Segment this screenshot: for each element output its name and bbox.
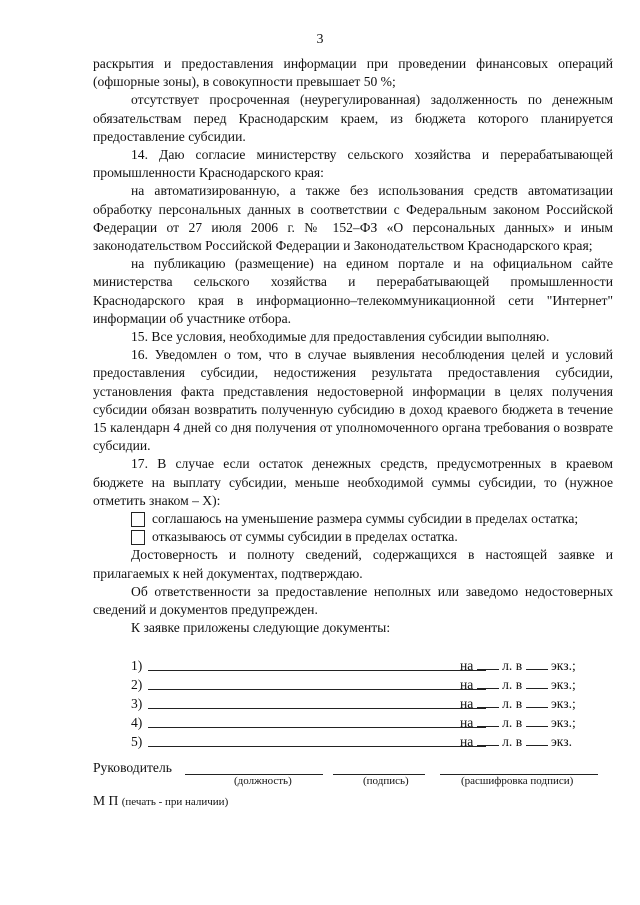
document-name-field[interactable] <box>148 746 486 747</box>
paragraph: Об ответственности за предоставление неполных или заведомо недостоверных сведений и документов предупрежден. <box>93 583 613 618</box>
option-label: соглашаюсь на уменьшение размера суммы субсидии в пределах остатка; <box>152 511 579 527</box>
document-copies: экз. <box>550 734 572 749</box>
copies-field[interactable] <box>526 714 548 727</box>
sheets-field[interactable] <box>477 714 499 727</box>
copies-field[interactable] <box>526 657 548 670</box>
document-copies: экз.; <box>550 677 576 692</box>
document-row <box>131 713 631 732</box>
copies-field[interactable] <box>526 695 548 708</box>
page-number: 3 <box>316 32 324 47</box>
document-sheets: л. в <box>502 696 523 711</box>
copies-field[interactable] <box>526 733 548 746</box>
paragraph: К заявке приложены следующие документы: <box>131 620 391 636</box>
position-caption: (должность) <box>234 775 292 787</box>
copies-field[interactable] <box>526 676 548 689</box>
document-number: 4) <box>131 715 143 730</box>
attached-documents-list <box>131 656 631 751</box>
document-row <box>131 694 631 713</box>
paragraph: на публикацию (размещение) на едином портале и на официальном сайте министерства сельского хозяйства и перерабатывающей промышленности Краснодарского края в информационно–телекоммуникационной сети "Интернет" информации об участнике отбора. <box>93 256 613 326</box>
document-on: на <box>460 734 474 749</box>
paragraph: 17. В случае если остаток денежных средств, предусмотренных в краевом бюджете на выплату субсидии, меньше необходимой суммы субсидии, то (нужное отметить знаком – X): <box>93 456 613 508</box>
paragraph: 14. Даю согласие министерству сельского хозяйства и перерабатывающей промышленности Краснодарского края: <box>93 147 613 181</box>
document-copies: экз.; <box>550 696 576 711</box>
sheets-field[interactable] <box>477 676 499 689</box>
decoding-caption: (расшифровка подписи) <box>461 775 574 787</box>
document-copies: экз.; <box>550 715 576 730</box>
document-row <box>131 675 631 694</box>
document-number: 3) <box>131 696 143 711</box>
document-name-field[interactable] <box>148 670 486 671</box>
option-refuse[interactable] <box>93 528 613 546</box>
document-row <box>131 732 631 751</box>
document-row <box>131 656 631 675</box>
document-sheets: л. в <box>502 677 523 692</box>
document-on: на <box>460 658 474 673</box>
checkbox-reduce[interactable] <box>131 512 145 527</box>
sheets-field[interactable] <box>477 695 499 708</box>
document-on: на <box>460 696 474 711</box>
document-sheets: л. в <box>502 715 523 730</box>
option-reduce[interactable] <box>93 510 613 528</box>
checkbox-refuse[interactable] <box>131 530 145 545</box>
stamp-line <box>93 793 228 809</box>
signature-label: Руководитель <box>93 760 172 775</box>
signature-caption: (подпись) <box>363 775 409 787</box>
stamp-note: (печать - при наличии) <box>121 796 229 808</box>
paragraph: 16. Уведомлен о том, что в случае выявления несоблюдения целей и условий предоставления субсидии, недостижения результата предоставления субсидии, установления факта представления недостоверной информации в целях получения субсидии обязан возвратить полученную субсидию в доход краевого бюджета в течение 15 календарн 4 дней со дня получения от уполномоченного органа требования о возврате субсидии. <box>93 347 613 454</box>
document-copies: экз.; <box>550 658 576 673</box>
document-number: 2) <box>131 677 143 692</box>
stamp-label: М П <box>93 793 119 808</box>
body-text <box>93 55 613 638</box>
paragraph: 15. Все условия, необходимые для предоставления субсидии выполняю. <box>131 329 550 345</box>
document-on: на <box>460 715 474 730</box>
paragraph: на автоматизированную, а также без использования средств автоматизации обработку персональных данных в соответствии с Федеральным законом Российской Федерации от 27 июля 2006 г. № 152–ФЗ «О персональных данных» и иным законодательством Российской Федерации и Законодательством Краснодарского края; <box>93 183 613 254</box>
document-number: 5) <box>131 734 143 749</box>
document-name-field[interactable] <box>148 689 486 690</box>
paragraph: раскрытия и предоставления информации при проведении финансовых операций (офшорные зоны), в совокупности превышает 50 %; <box>93 56 613 90</box>
document-name-field[interactable] <box>148 708 486 709</box>
sheets-field[interactable] <box>477 733 499 746</box>
sheets-field[interactable] <box>477 657 499 670</box>
document-on: на <box>460 677 474 692</box>
document-sheets: л. в <box>502 658 523 673</box>
paragraph: Достоверность и полноту сведений, содержащихся в настоящей заявке и прилагаемых к ней документах, подтверждаю. <box>93 547 613 581</box>
paragraph: отсутствует просроченная (неурегулированная) задолженность по денежным обязательствам перед Краснодарским краем, из бюджета которого планируется предоставление субсидии. <box>93 92 613 144</box>
document-sheets: л. в <box>502 734 523 749</box>
option-label: отказываюсь от суммы субсидии в пределах остатка. <box>152 529 458 545</box>
document-name-field[interactable] <box>148 727 486 728</box>
document-number: 1) <box>131 658 143 673</box>
